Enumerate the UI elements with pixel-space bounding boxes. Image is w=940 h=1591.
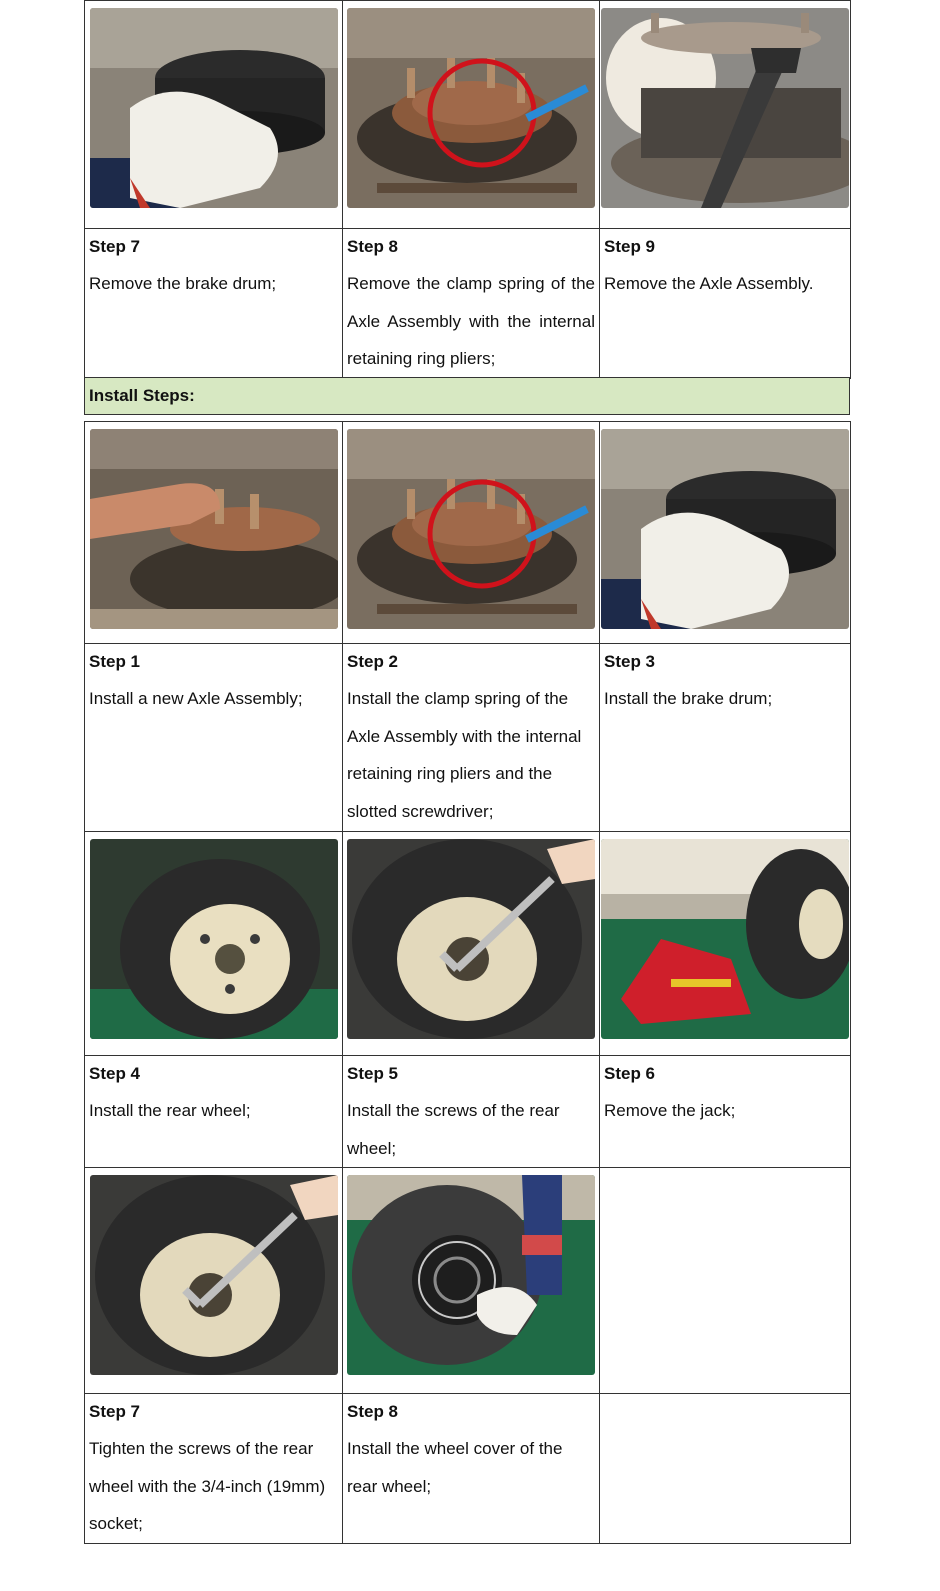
step-title: Step 7 <box>89 237 141 256</box>
step-cell <box>85 1394 343 1544</box>
tighten-screws-photo <box>90 1175 338 1375</box>
step-description: Remove the jack; <box>604 1101 736 1120</box>
step-title: Step 6 <box>604 1064 656 1083</box>
axle-install-photo <box>90 429 338 629</box>
brake-drum-photo <box>90 8 338 208</box>
wheel-cover-photo <box>347 1175 595 1375</box>
photo-cell <box>85 1168 343 1394</box>
photo-cell <box>343 832 600 1056</box>
install-steps-table <box>84 421 851 1544</box>
jack-photo <box>601 839 849 1039</box>
step-description: Remove the brake drum; <box>89 274 277 293</box>
step-description: Install the screws of the rear wheel; <box>347 1101 560 1158</box>
step-cell <box>600 644 851 832</box>
step-description: Install the brake drum; <box>604 689 773 708</box>
step-title: Step 3 <box>604 652 656 671</box>
wheel-screws-photo <box>347 839 595 1039</box>
step-title: Step 9 <box>604 237 656 256</box>
step-title: Step 8 <box>347 237 399 256</box>
photo-cell <box>85 422 343 644</box>
step-description: Install the wheel cover of the rear wheel; <box>347 1439 563 1496</box>
step-title: Step 2 <box>347 652 399 671</box>
photo-cell <box>343 422 600 644</box>
step-description: Install the rear wheel; <box>89 1101 251 1120</box>
axle-wrench-photo <box>601 8 849 208</box>
step-description: Install the clamp spring of the Axle Assembly with the internal retaining ring pliers and the slotted screwdriver; <box>347 689 582 821</box>
step-description: Remove the Axle Assembly. <box>604 274 814 293</box>
step-cell <box>343 1394 600 1544</box>
clamp-spring-photo <box>347 8 595 208</box>
step-description: Remove the clamp spring of the Axle Assembly with the internal retaining ring pliers; <box>347 274 595 368</box>
step-cell <box>85 229 343 379</box>
install-steps-heading: Install Steps: <box>89 386 195 405</box>
step-cell <box>343 229 600 379</box>
removal-steps-table <box>84 0 851 379</box>
photo-cell <box>600 832 851 1056</box>
photo-cell <box>343 1 600 229</box>
step-title: Step 8 <box>347 1402 399 1421</box>
photo-cell <box>85 832 343 1056</box>
step-title: Step 4 <box>89 1064 141 1083</box>
step-title: Step 5 <box>347 1064 399 1083</box>
step-description: Install a new Axle Assembly; <box>89 689 303 708</box>
empty-cell <box>600 1168 851 1394</box>
step-cell <box>343 644 600 832</box>
photo-cell <box>85 1 343 229</box>
brake-drum-photo <box>601 429 849 629</box>
photo-cell <box>600 422 851 644</box>
step-cell <box>343 1056 600 1168</box>
step-cell <box>600 1056 851 1168</box>
step-cell <box>85 644 343 832</box>
step-title: Step 7 <box>89 1402 141 1421</box>
empty-cell <box>600 1394 851 1544</box>
clamp-spring-photo <box>347 429 595 629</box>
photo-cell <box>343 1168 600 1394</box>
photo-cell <box>600 1 851 229</box>
install-steps-banner <box>84 377 850 415</box>
step-cell <box>600 229 851 379</box>
step-description: Tighten the screws of the rear wheel with the 3/4-inch (19mm) socket; <box>89 1439 326 1533</box>
step-title: Step 1 <box>89 652 141 671</box>
rear-wheel-photo <box>90 839 338 1039</box>
step-cell <box>85 1056 343 1168</box>
